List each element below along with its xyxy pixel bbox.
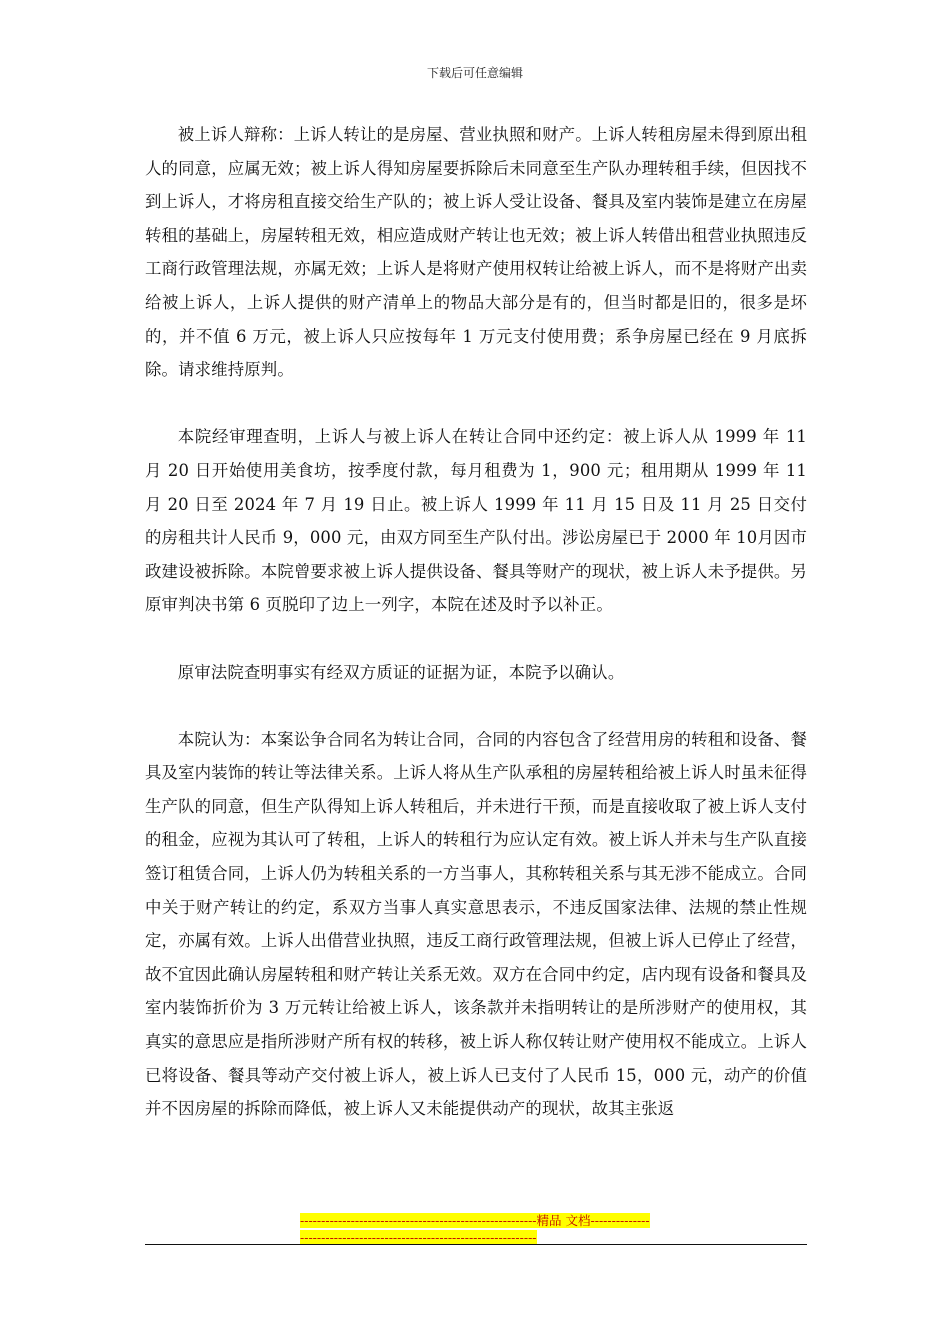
footer-divider bbox=[145, 1244, 807, 1245]
paragraph-facts-confirmed: 原审法院查明事实有经双方质证的证据为证，本院予以确认。 bbox=[177, 662, 625, 682]
footer-text: --------------------------------------------------------精品 文档---------------------------------------------------------------------- bbox=[300, 1213, 650, 1245]
page-footer-watermark bbox=[300, 1212, 650, 1246]
page-header: 下载后可任意编辑 bbox=[426, 66, 523, 80]
document-body bbox=[145, 118, 807, 1159]
paragraph-court-opinion: 本院认为：本案讼争合同名为转让合同，合同的内容包含了经营用房的转租和设备、餐具及室内装饰的转让等法律关系。上诉人将从生产队承租的房屋转租给被上诉人时虽未征得生产队的同意，但生产队得知上诉人转租后，并未进行干预，而是直接收取了被上诉人支付的租金，应视为其认可了转租，上诉人的转租行为应认定有效。被上诉人并未与生产队直接签订租赁合同，上诉人仍为转租关系的一方当事人，其称转租关系与其无涉不能成立。合同中关于财产转让的约定，系双方当事人真实意思表示，不违反国家法律、法规的禁止性规定，亦属有效。上诉人出借营业执照，违反工商行政管理法规，但被上诉人已停止了经营，故不宜因此确认房屋转租和财产转让关系无效。双方在合同中约定，店内现有设备和餐具及室内装饰折价为 3 万元转让给被上诉人，该条款并未指明转让的是所涉财产的使用权，其真实的意思应是指所涉财产所有权的转移，被上诉人称仅转让财产使用权不能成立。上诉人已将设备、餐具等动产交付被上诉人，被上诉人已支付了人民币 15，000 元，动产的价值并不因房屋的拆除而降低，被上诉人又未能提供动产的现状，故其主张返 bbox=[145, 729, 807, 1119]
paragraph-court-findings: 本院经审理查明，上诉人与被上诉人在转让合同中还约定：被上诉人从 1999 年 11 月 20 日开始使用美食坊，按季度付款，每月租费为 1，900 元；租用期从 1999 年 11 月 20 日至 2024 年 7 月 19 日止。被上诉人 1999 年 11 月 15 日及 11 月 25 日交付的房租共计人民币 9，000 元，由双方同至生产队付出。涉讼房屋已于 2000 年 10月因市政建设被拆除。本院曾要求被上诉人提供设备、餐具等财产的现状，被上诉人未予提供。另原审判决书第 6 页脱印了边上一列字，本院在述及时予以补正。 bbox=[145, 427, 807, 615]
paragraph-appellee-defense: 被上诉人辩称：上诉人转让的是房屋、营业执照和财产。上诉人转租房屋未得到原出租人的同意，应属无效；被上诉人得知房屋要拆除后未同意至生产队办理转租手续，但因找不到上诉人，才将房租直接交给生产队的；被上诉人受让设备、餐具及室内装饰是建立在房屋转租的基础上，房屋转租无效，相应造成财产转让也无效；被上诉人转借出租营业执照违反工商行政管理法规，亦属无效；上诉人是将财产使用权转让给被上诉人，而不是将财产出卖给被上诉人，上诉人提供的财产清单上的物品大部分是有的，但当时都是旧的，很多是坏的，并不值 6 万元，被上诉人只应按每年 1 万元支付使用费；系争房屋已经在 9 月底拆除。请求维持原判。 bbox=[145, 125, 807, 380]
